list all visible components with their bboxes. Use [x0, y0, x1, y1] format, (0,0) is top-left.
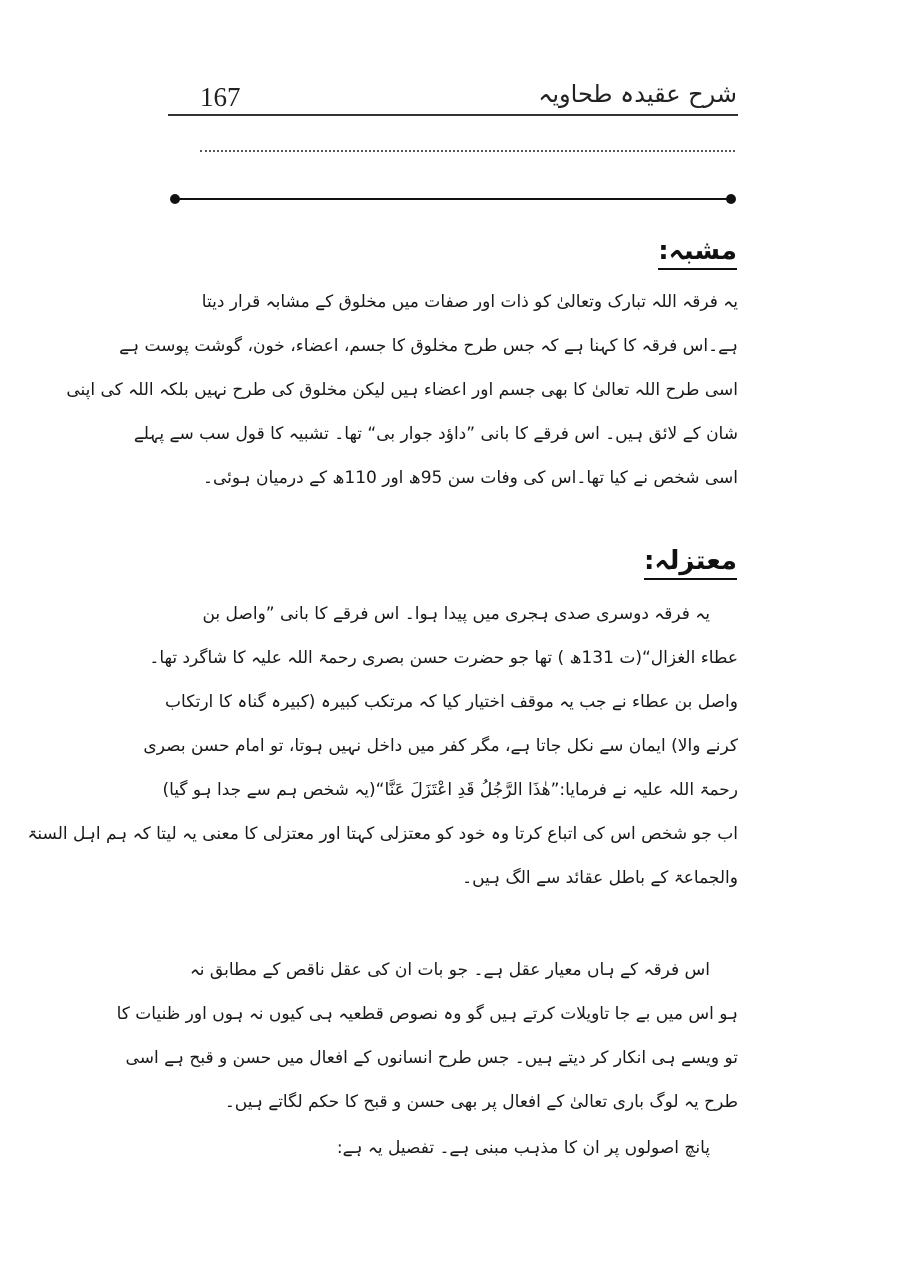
text-line: شان کے لائق ہیں۔ اس فرقے کا بانی ”داؤد جوار بی“ تھا۔ تشبیہ کا قول سب سے پہلے: [133, 424, 738, 444]
page-number: 167: [200, 82, 241, 112]
text-line: اس فرقہ کے ہاں معیار عقل ہے۔ جو بات ان کی عقل ناقص کے مطابق نہ: [189, 960, 710, 980]
paragraph-mutazila-origin: [27, 592, 738, 900]
heading-mushabbiha: مشبہ:: [658, 236, 737, 270]
dotted-separator: [200, 150, 735, 152]
text-line: اسی طرح اللہ تعالیٰ کا بھی جسم اور اعضاء ہیں لیکن مخلوق کی طرح نہیں بلکہ اللہ کی اپنی: [66, 380, 738, 400]
book-title: شرح عقیدہ طحاویہ: [538, 80, 737, 108]
text-line: ہو اس میں بے جا تاویلات کرتے ہیں گو وہ نصوص قطعیہ ہی کیوں نہ ہوں اور ظنیات کا: [116, 1004, 738, 1024]
text-line: کرنے والا) ایمان سے نکل جاتا ہے، مگر کفر میں داخل نہیں ہوتا، تو امام حسن بصری: [143, 736, 738, 756]
divider-bar: [174, 198, 732, 200]
text-line: تو ویسے ہی انکار کر دیتے ہیں۔ جس طرح انسانوں کے افعال میں حسن و قبح ہے اسی: [125, 1048, 738, 1068]
text-line: واصل بن عطاء نے جب یہ موقف اختیار کیا کہ مرتکب کبیرہ (کبیرہ گناہ کا ارتکاب: [165, 692, 738, 712]
text-line: اب جو شخص اس کی اتباع کرتا وہ خود کو معتزلی کہتا اور معتزلی کا معنی یہ لیتا کہ ہم اہل السنۃ: [27, 824, 738, 844]
text-line: یہ فرقہ دوسری صدی ہجری میں پیدا ہوا۔ اس فرقے کا بانی ”واصل بن: [202, 604, 710, 624]
paragraph-mutazila-principles: [168, 1126, 738, 1170]
text-line: طرح یہ لوگ باری تعالیٰ کے افعال پر بھی حسن و قبح کا حکم لگاتے ہیں۔: [224, 1092, 738, 1112]
divider-dot-left: [170, 194, 180, 204]
text-line: رحمۃ اللہ علیہ نے فرمایا:”هٰذَا الرَّجُلُ قَدِ اعْتَزَلَ عَنَّا“(یہ شخص ہم سے جدا ہو گیا): [162, 780, 738, 800]
header-rule: [168, 114, 738, 116]
text-line: اسی شخص نے کیا تھا۔اس کی وفات سن 95ھ اور 110ھ کے درمیان ہوئی۔: [202, 468, 738, 488]
paragraph-mushabbiha: [66, 280, 738, 500]
heading-mutazila: معتزلہ:: [644, 546, 737, 580]
divider-dot-right: [726, 194, 736, 204]
text-line: یہ فرقہ اللہ تبارک وتعالیٰ کو ذات اور صفات میں مخلوق کے مشابہ قرار دیتا: [201, 292, 738, 312]
ornamental-divider: [170, 194, 736, 204]
text-line: پانچ اصولوں پر ان کا مذہب مبنی ہے۔ تفصیل یہ ہے:: [336, 1138, 710, 1158]
text-line: والجماعۃ کے باطل عقائد سے الگ ہیں۔: [462, 868, 738, 888]
text-line: عطاء الغزال“(ت 131ھ ) تھا جو حضرت حسن بصری رحمۃ اللہ علیہ کا شاگرد تھا۔: [149, 648, 738, 668]
paragraph-mutazila-reason: [116, 948, 738, 1124]
text-line: ہے۔اس فرقہ کا کہنا ہے کہ جس طرح مخلوق کا جسم، اعضاء، خون، گوشت پوست ہے: [119, 336, 738, 356]
